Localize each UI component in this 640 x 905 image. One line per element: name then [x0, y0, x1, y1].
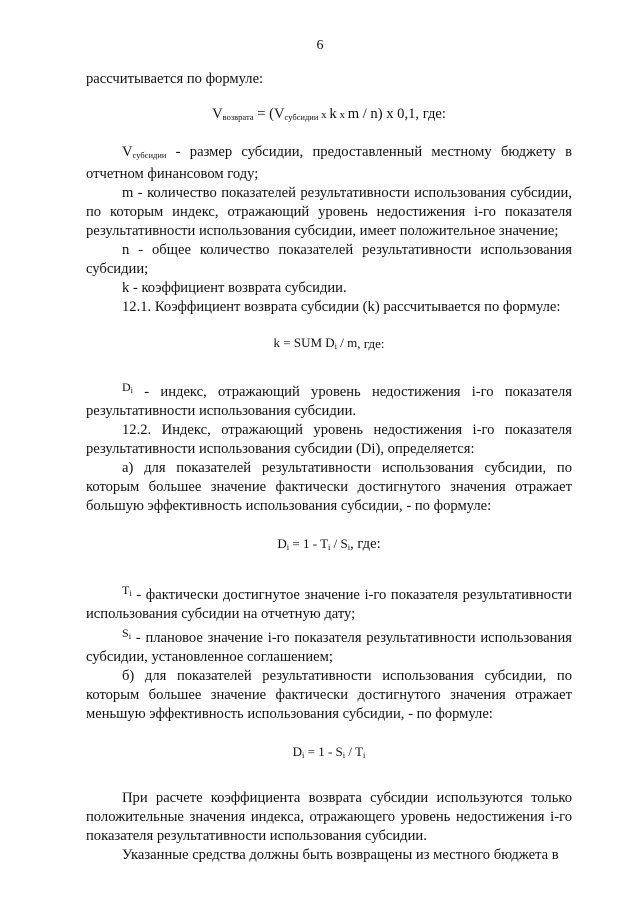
- page-number: 6: [316, 38, 324, 53]
- paragraph-12-1: 12.1. Коэффициент возврата субсидии (k) рассчитывается по формуле:: [122, 299, 561, 315]
- paragraph-b: б) для показателей результативности использования субсидии, по которым большее значение фактически достигнутого значения отражает меньшую эффективность использования субсидии, - по формуле:: [86, 668, 572, 722]
- formula-k: k = SUM $D_i$ / m, где:: [273, 335, 385, 351]
- formula-v-return: $V_{возврата} = (V_{субсидии}$ x k x m / n) x 0,1, где:: [212, 106, 446, 122]
- definition-m: m - количество показателей результативности использования субсидии, по которым индекс, отражающий уровень недостижения i-го показателя результативности использования субсидии, имеет положительное значение;: [86, 185, 572, 239]
- paragraph-calculation: При расчете коэффициента возврата субсидии используются только положительные значения индекса, отражающего уровень недостижения i-го показателя результативности использования субсидии.: [86, 790, 572, 844]
- intro-line: рассчитывается по формуле:: [86, 71, 264, 87]
- definition-n: n - общее количество показателей результативности использования субсидии;: [86, 242, 572, 277]
- formula-di-b: $D_i = 1 - S_i / T_i$: [292, 744, 366, 760]
- paragraph-a: а) для показателей результативности использования субсидии, по которым большее значение фактически достигнутого значения отражает большую эффективность использования субсидии, - по формуле:: [86, 460, 572, 514]
- definition-v-subsidy: $V_{субсидии}$ - размер субсидии, предоставленный местному бюджету в отчетном финансовом году;: [86, 144, 572, 182]
- definition-di: $^{Di}$ - индекс, отражающий уровень недостижения i-го показателя результативности использования субсидии.: [86, 380, 572, 419]
- paragraph-last: Указанные средства должны быть возвращены из местного бюджета в: [122, 847, 559, 863]
- definition-si: $^{Si}$ - плановое значение i-го показателя результативности использования субсидии, установленное соглашением;: [86, 626, 572, 665]
- paragraph-12-2: 12.2. Индекс, отражающий уровень недостижения i-го показателя результативности использования субсидии (Di), определяется:: [86, 422, 572, 457]
- document-body: [86, 70, 572, 865]
- formula-di-a: $D_i = 1 - T_i / S_i$, где:: [277, 536, 381, 552]
- definition-ti: $^{Ti}$ - фактически достигнутое значение i-го показателя результативности использования субсидии на отчетную дату;: [86, 583, 572, 622]
- definition-k: k - коэффициент возврата субсидии.: [122, 280, 347, 296]
